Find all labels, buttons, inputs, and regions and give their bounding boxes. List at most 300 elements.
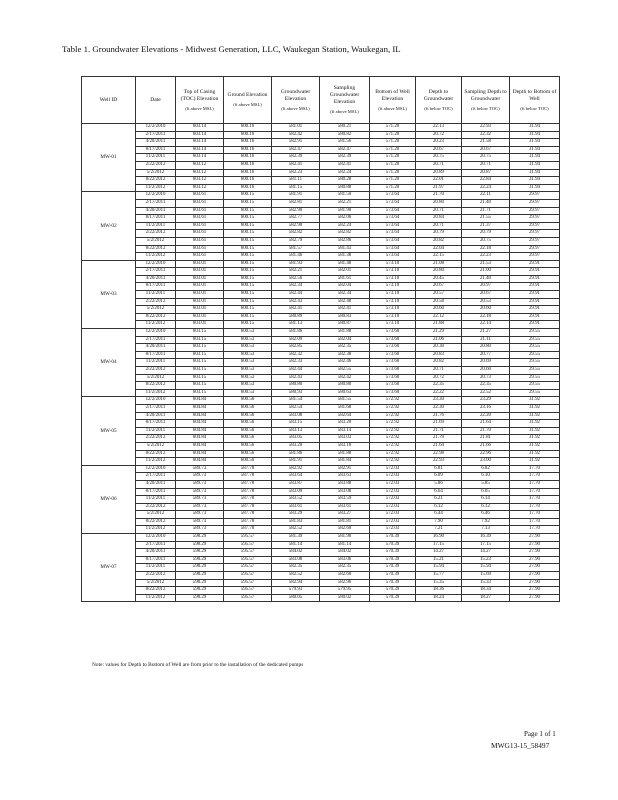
value-cell: 595.57 xyxy=(224,594,272,602)
value-cell: 22.93 xyxy=(462,124,510,132)
value-cell: 603.14 xyxy=(176,154,224,162)
value-cell: 29.97 xyxy=(510,207,560,215)
value-cell: 582.48 xyxy=(320,298,370,306)
value-cell: 20.57 xyxy=(416,291,462,299)
value-cell: 600.16 xyxy=(224,139,272,147)
value-cell: 573.60 xyxy=(370,336,416,344)
value-cell: 573.10 xyxy=(370,260,416,268)
value-cell: 581.14 xyxy=(320,541,370,549)
value-cell: 600.56 xyxy=(224,420,272,428)
value-cell: 580.21 xyxy=(320,124,370,132)
value-cell: 6.64 xyxy=(416,488,462,496)
value-cell: 29.91 xyxy=(510,291,560,299)
value-cell: 600.15 xyxy=(224,253,272,261)
value-cell: 21.64 xyxy=(416,442,462,450)
value-cell: 21.40 xyxy=(462,275,510,283)
value-cell: 21.76 xyxy=(416,412,462,420)
value-cell: 573.64 xyxy=(370,215,416,223)
table-row xyxy=(82,161,560,169)
date-cell: 8/22/2012 xyxy=(136,245,176,253)
value-cell: 29.97 xyxy=(510,245,560,253)
value-cell: 603.61 xyxy=(176,199,224,207)
value-cell: 571.20 xyxy=(370,184,416,192)
value-cell: 22.24 xyxy=(462,184,510,192)
value-cell: 29.91 xyxy=(510,306,560,314)
date-cell: 2/17/2011 xyxy=(136,199,176,207)
value-cell: 580.82 xyxy=(320,131,370,139)
value-cell: 573.10 xyxy=(370,298,416,306)
value-cell: 582.32 xyxy=(272,351,320,359)
value-cell: 583.27 xyxy=(320,511,370,519)
value-cell: 600.15 xyxy=(224,268,272,276)
value-cell: 604.84 xyxy=(176,427,224,435)
value-cell: 600.15 xyxy=(224,313,272,321)
value-cell: 580.83 xyxy=(320,313,370,321)
value-cell: 29.55 xyxy=(510,367,560,375)
value-cell: 600.56 xyxy=(224,404,272,412)
well-id-cell: MW-02 xyxy=(82,192,136,260)
value-cell: 581.54 xyxy=(272,397,320,405)
value-cell: 16.39 xyxy=(462,534,510,542)
value-cell: 603.14 xyxy=(176,146,224,154)
value-cell: 598.29 xyxy=(176,587,224,595)
value-cell: 581.83 xyxy=(272,518,320,526)
value-cell: 18.34 xyxy=(462,587,510,595)
value-cell: 20.82 xyxy=(416,359,462,367)
value-cell: 603.61 xyxy=(176,245,224,253)
value-cell: 603.61 xyxy=(176,207,224,215)
table-row xyxy=(82,389,560,397)
value-cell: 604.84 xyxy=(176,412,224,420)
value-cell: 573.64 xyxy=(370,237,416,245)
value-cell: 603.01 xyxy=(176,313,224,321)
value-cell: 603.01 xyxy=(176,260,224,268)
date-cell: 11/2/2011 xyxy=(136,427,176,435)
value-cell: 572.92 xyxy=(370,427,416,435)
value-cell: 600.16 xyxy=(224,124,272,132)
date-cell: 2/22/2012 xyxy=(136,572,176,580)
value-cell: 603.01 xyxy=(176,268,224,276)
value-cell: 29.97 xyxy=(510,192,560,200)
value-cell: 20.71 xyxy=(416,222,462,230)
table-row xyxy=(82,344,560,352)
table-row xyxy=(82,359,560,367)
header-well-id: Well ID xyxy=(82,77,136,124)
value-cell: 583.61 xyxy=(320,503,370,511)
value-cell: 22.13 xyxy=(416,124,462,132)
table-row xyxy=(82,435,560,443)
table-row xyxy=(82,473,560,481)
value-cell: 604.84 xyxy=(176,404,224,412)
value-cell: 22.32 xyxy=(462,131,510,139)
value-cell: 14.27 xyxy=(462,549,510,557)
header-depth-gw: Depth to Groundwater (ft below TOC) xyxy=(416,77,462,124)
value-cell: 600.53 xyxy=(224,344,272,352)
value-cell: 20.71 xyxy=(462,161,510,169)
header-ground: Ground Elevation (ft above MSL) xyxy=(224,77,272,124)
value-cell: 31.92 xyxy=(510,435,560,443)
value-cell: 16.90 xyxy=(416,534,462,542)
value-cell: 31.94 xyxy=(510,184,560,192)
value-cell: 27.90 xyxy=(510,579,560,587)
date-cell: 5/2/2012 xyxy=(136,374,176,382)
value-cell: 15.23 xyxy=(462,556,510,564)
value-cell: 31.92 xyxy=(510,450,560,458)
value-cell: 603.61 xyxy=(176,215,224,223)
table-row xyxy=(82,329,560,337)
page-number: Page 1 of 1 xyxy=(524,730,556,738)
value-cell: 579.95 xyxy=(320,587,370,595)
value-cell: 572.92 xyxy=(370,404,416,412)
value-cell: 571.20 xyxy=(370,169,416,177)
value-cell: 600.15 xyxy=(224,192,272,200)
value-cell: 571.20 xyxy=(370,161,416,169)
value-cell: 15.69 xyxy=(462,572,510,580)
value-cell: 581.90 xyxy=(320,534,370,542)
table-row xyxy=(82,579,560,587)
value-cell: 573.60 xyxy=(370,367,416,375)
value-cell: 21.11 xyxy=(462,336,510,344)
value-cell: 583.03 xyxy=(320,435,370,443)
value-cell: 21.40 xyxy=(462,199,510,207)
value-cell: 581.39 xyxy=(272,534,320,542)
table-row xyxy=(82,260,560,268)
table-row xyxy=(82,291,560,299)
value-cell: 21.37 xyxy=(462,222,510,230)
value-cell: 21.58 xyxy=(462,139,510,147)
value-cell: 29.55 xyxy=(510,336,560,344)
value-cell: 20.87 xyxy=(462,169,510,177)
value-cell: 595.57 xyxy=(224,587,272,595)
value-cell: 581.88 xyxy=(320,450,370,458)
value-cell: 584.02 xyxy=(320,549,370,557)
value-cell: 6.82 xyxy=(462,465,510,473)
table-row xyxy=(82,199,560,207)
value-cell: 27.90 xyxy=(510,572,560,580)
value-cell: 29.55 xyxy=(510,389,560,397)
value-cell: 582.60 xyxy=(320,572,370,580)
value-cell: 589.73 xyxy=(176,480,224,488)
value-cell: 582.42 xyxy=(272,131,320,139)
value-cell: 582.90 xyxy=(272,222,320,230)
value-cell: 582.46 xyxy=(320,359,370,367)
value-cell: 582.92 xyxy=(272,465,320,473)
value-cell: 570.39 xyxy=(370,572,416,580)
date-cell: 2/17/2011 xyxy=(136,268,176,276)
value-cell: 603.01 xyxy=(176,306,224,314)
value-cell: 582.21 xyxy=(320,199,370,207)
value-cell: 573.10 xyxy=(370,291,416,299)
value-cell: 581.91 xyxy=(272,192,320,200)
table-row xyxy=(82,245,560,253)
value-cell: 20.67 xyxy=(416,283,462,291)
value-cell: 22.35 xyxy=(416,382,462,390)
value-cell: 582.43 xyxy=(272,298,320,306)
value-cell: 580.89 xyxy=(272,313,320,321)
value-cell: 600.53 xyxy=(224,329,272,337)
date-cell: 8/17/2011 xyxy=(136,488,176,496)
value-cell: 21.06 xyxy=(416,336,462,344)
table-row xyxy=(82,427,560,435)
value-cell: 572.92 xyxy=(370,450,416,458)
value-cell: 29.97 xyxy=(510,230,560,238)
value-cell: 580.63 xyxy=(320,389,370,397)
value-cell: 582.41 xyxy=(320,161,370,169)
value-cell: 600.16 xyxy=(224,161,272,169)
date-cell: 11/2/2011 xyxy=(136,496,176,504)
date-cell: 11/2/2011 xyxy=(136,564,176,572)
value-cell: 589.73 xyxy=(176,518,224,526)
value-cell: 17.70 xyxy=(510,511,560,519)
value-cell: 580.28 xyxy=(320,177,370,185)
value-cell: 573.60 xyxy=(370,344,416,352)
value-cell: 5.86 xyxy=(416,480,462,488)
value-cell: 582.21 xyxy=(272,268,320,276)
value-cell: 22.20 xyxy=(462,412,510,420)
value-cell: 582.42 xyxy=(320,374,370,382)
value-cell: 29.91 xyxy=(510,268,560,276)
value-cell: 582.47 xyxy=(272,146,320,154)
value-cell: 582.96 xyxy=(320,579,370,587)
value-cell: 573.10 xyxy=(370,306,416,314)
groundwater-table xyxy=(81,76,560,602)
table-row xyxy=(82,556,560,564)
value-cell: 573.64 xyxy=(370,199,416,207)
date-cell: 5/2/2012 xyxy=(136,579,176,587)
value-cell: 573.64 xyxy=(370,230,416,238)
value-cell: 29.55 xyxy=(510,329,560,337)
value-cell: 20.80 xyxy=(416,199,462,207)
date-cell: 11/2/2011 xyxy=(136,222,176,230)
value-cell: 580.80 xyxy=(272,382,320,390)
value-cell: 600.56 xyxy=(224,458,272,466)
value-cell: 22.35 xyxy=(462,382,510,390)
value-cell: 572.03 xyxy=(370,511,416,519)
date-cell: 4/20/2011 xyxy=(136,480,176,488)
value-cell: 600.15 xyxy=(224,298,272,306)
value-cell: 603.61 xyxy=(176,253,224,261)
value-cell: 17.70 xyxy=(510,480,560,488)
value-cell: 582.43 xyxy=(272,374,320,382)
value-cell: 603.15 xyxy=(176,344,224,352)
value-cell: 29.97 xyxy=(510,222,560,230)
value-cell: 5.85 xyxy=(462,480,510,488)
value-cell: 600.56 xyxy=(224,450,272,458)
date-cell: 5/2/2012 xyxy=(136,169,176,177)
value-cell: 582.79 xyxy=(272,237,320,245)
value-cell: 15.21 xyxy=(416,556,462,564)
value-cell: 21.27 xyxy=(462,329,510,337)
value-cell: 589.73 xyxy=(176,473,224,481)
value-cell: 582.82 xyxy=(272,230,320,238)
value-cell: 17.70 xyxy=(510,488,560,496)
value-cell: 604.84 xyxy=(176,420,224,428)
date-cell: 8/17/2011 xyxy=(136,215,176,223)
value-cell: 27.90 xyxy=(510,564,560,572)
value-cell: 6.14 xyxy=(462,496,510,504)
value-cell: 7.92 xyxy=(462,518,510,526)
value-cell: 581.81 xyxy=(320,518,370,526)
value-cell: 20.80 xyxy=(416,268,462,276)
table-row xyxy=(82,594,560,602)
value-cell: 583.59 xyxy=(320,496,370,504)
date-cell: 11/2/2012 xyxy=(136,389,176,397)
value-cell: 583.08 xyxy=(320,488,370,496)
value-cell: 587.78 xyxy=(224,496,272,504)
value-cell: 598.29 xyxy=(176,556,224,564)
value-cell: 600.53 xyxy=(224,367,272,375)
date-cell: 4/20/2011 xyxy=(136,412,176,420)
value-cell: 18.27 xyxy=(462,594,510,602)
table-row xyxy=(82,382,560,390)
value-cell: 573.60 xyxy=(370,359,416,367)
table-row xyxy=(82,230,560,238)
date-cell: 11/2/2012 xyxy=(136,253,176,261)
value-cell: 600.16 xyxy=(224,184,272,192)
value-cell: 600.16 xyxy=(224,131,272,139)
value-cell: 29.55 xyxy=(510,374,560,382)
value-cell: 20.72 xyxy=(416,131,462,139)
value-cell: 573.64 xyxy=(370,253,416,261)
value-cell: 572.03 xyxy=(370,465,416,473)
table-row xyxy=(82,336,560,344)
value-cell: 600.16 xyxy=(224,177,272,185)
value-cell: 600.15 xyxy=(224,283,272,291)
value-cell: 570.39 xyxy=(370,534,416,542)
value-cell: 572.03 xyxy=(370,518,416,526)
date-cell: 2/17/2011 xyxy=(136,541,176,549)
table-row xyxy=(82,450,560,458)
value-cell: 583.08 xyxy=(272,556,320,564)
value-cell: 15.33 xyxy=(462,579,510,587)
header-sampling-depth: Sampling Depth to Groundwater (ft below TOC) xyxy=(462,77,510,124)
value-cell: 581.38 xyxy=(320,253,370,261)
value-cell: 603.14 xyxy=(176,131,224,139)
value-cell: 587.78 xyxy=(224,480,272,488)
value-cell: 604.84 xyxy=(176,450,224,458)
value-cell: 21.08 xyxy=(416,260,462,268)
value-cell: 20.69 xyxy=(462,359,510,367)
table-row xyxy=(82,154,560,162)
value-cell: 582.56 xyxy=(272,275,320,283)
value-cell: 600.53 xyxy=(224,359,272,367)
value-cell: 582.41 xyxy=(272,161,320,169)
value-cell: 27.90 xyxy=(510,587,560,595)
well-id-cell: MW-06 xyxy=(82,465,136,533)
value-cell: 22.52 xyxy=(462,389,510,397)
value-cell: 20.80 xyxy=(462,344,510,352)
header-toc: Top of Casing (TOC) Elevation (ft above MSL) xyxy=(176,77,224,124)
value-cell: 20.67 xyxy=(462,291,510,299)
value-cell: 31.94 xyxy=(510,154,560,162)
value-cell: 22.93 xyxy=(416,458,462,466)
value-cell: 21.97 xyxy=(416,184,462,192)
value-cell: 581.86 xyxy=(272,329,320,337)
value-cell: 583.52 xyxy=(272,496,320,504)
value-cell: 29.97 xyxy=(510,253,560,261)
value-cell: 604.84 xyxy=(176,435,224,443)
value-cell: 15.94 xyxy=(462,564,510,572)
value-cell: 587.78 xyxy=(224,526,272,534)
value-cell: 27.90 xyxy=(510,594,560,602)
value-cell: 571.20 xyxy=(370,124,416,132)
value-cell: 20.79 xyxy=(416,230,462,238)
value-cell: 29.91 xyxy=(510,260,560,268)
value-cell: 20.83 xyxy=(416,351,462,359)
value-cell: 572.03 xyxy=(370,526,416,534)
value-cell: 583.09 xyxy=(272,488,320,496)
value-cell: 20.53 xyxy=(462,298,510,306)
date-cell: 2/22/2012 xyxy=(136,367,176,375)
date-cell: 2/22/2012 xyxy=(136,230,176,238)
value-cell: 581.91 xyxy=(272,458,320,466)
value-cell: 21.79 xyxy=(416,435,462,443)
value-cell: 23.29 xyxy=(462,397,510,405)
value-cell: 20.67 xyxy=(416,146,462,154)
table-row xyxy=(82,215,560,223)
table-row xyxy=(82,503,560,511)
value-cell: 21.64 xyxy=(462,420,510,428)
table-row xyxy=(82,351,560,359)
value-cell: 27.90 xyxy=(510,534,560,542)
value-cell: 583.20 xyxy=(272,442,320,450)
value-cell: 603.01 xyxy=(176,291,224,299)
date-cell: 8/22/2012 xyxy=(136,382,176,390)
value-cell: 582.55 xyxy=(320,367,370,375)
value-cell: 587.78 xyxy=(224,511,272,519)
table-row xyxy=(82,306,560,314)
value-cell: 581.15 xyxy=(272,184,320,192)
value-cell: 29.91 xyxy=(510,321,560,329)
value-cell: 600.56 xyxy=(224,435,272,443)
table-row xyxy=(82,275,560,283)
value-cell: 17.70 xyxy=(510,465,560,473)
value-cell: 598.29 xyxy=(176,541,224,549)
date-cell: 2/17/2011 xyxy=(136,131,176,139)
value-cell: 573.60 xyxy=(370,382,416,390)
value-cell: 573.10 xyxy=(370,321,416,329)
value-cell: 603.15 xyxy=(176,329,224,337)
value-cell: 581.57 xyxy=(272,245,320,253)
date-cell: 4/20/2011 xyxy=(136,139,176,147)
value-cell: 581.13 xyxy=(272,321,320,329)
table-row xyxy=(82,177,560,185)
value-cell: 603.01 xyxy=(176,283,224,291)
value-cell: 20.58 xyxy=(416,298,462,306)
table-row xyxy=(82,313,560,321)
value-cell: 603.15 xyxy=(176,336,224,344)
value-cell: 31.92 xyxy=(510,442,560,450)
value-cell: 20.89 xyxy=(416,169,462,177)
value-cell: 22.12 xyxy=(416,313,462,321)
value-cell: 583.29 xyxy=(272,511,320,519)
value-cell: 581.50 xyxy=(320,192,370,200)
date-cell: 12/2/2010 xyxy=(136,124,176,132)
value-cell: 603.15 xyxy=(176,367,224,375)
table-row xyxy=(82,488,560,496)
value-cell: 582.39 xyxy=(320,154,370,162)
value-cell: 6.09 xyxy=(416,473,462,481)
table-row xyxy=(82,222,560,230)
value-cell: 572.92 xyxy=(370,435,416,443)
value-cell: 20.79 xyxy=(462,230,510,238)
value-cell: 572.03 xyxy=(370,503,416,511)
value-cell: 582.91 xyxy=(272,139,320,147)
value-cell: 572.03 xyxy=(370,488,416,496)
date-cell: 2/17/2011 xyxy=(136,473,176,481)
table-row xyxy=(82,458,560,466)
value-cell: 27.90 xyxy=(510,541,560,549)
